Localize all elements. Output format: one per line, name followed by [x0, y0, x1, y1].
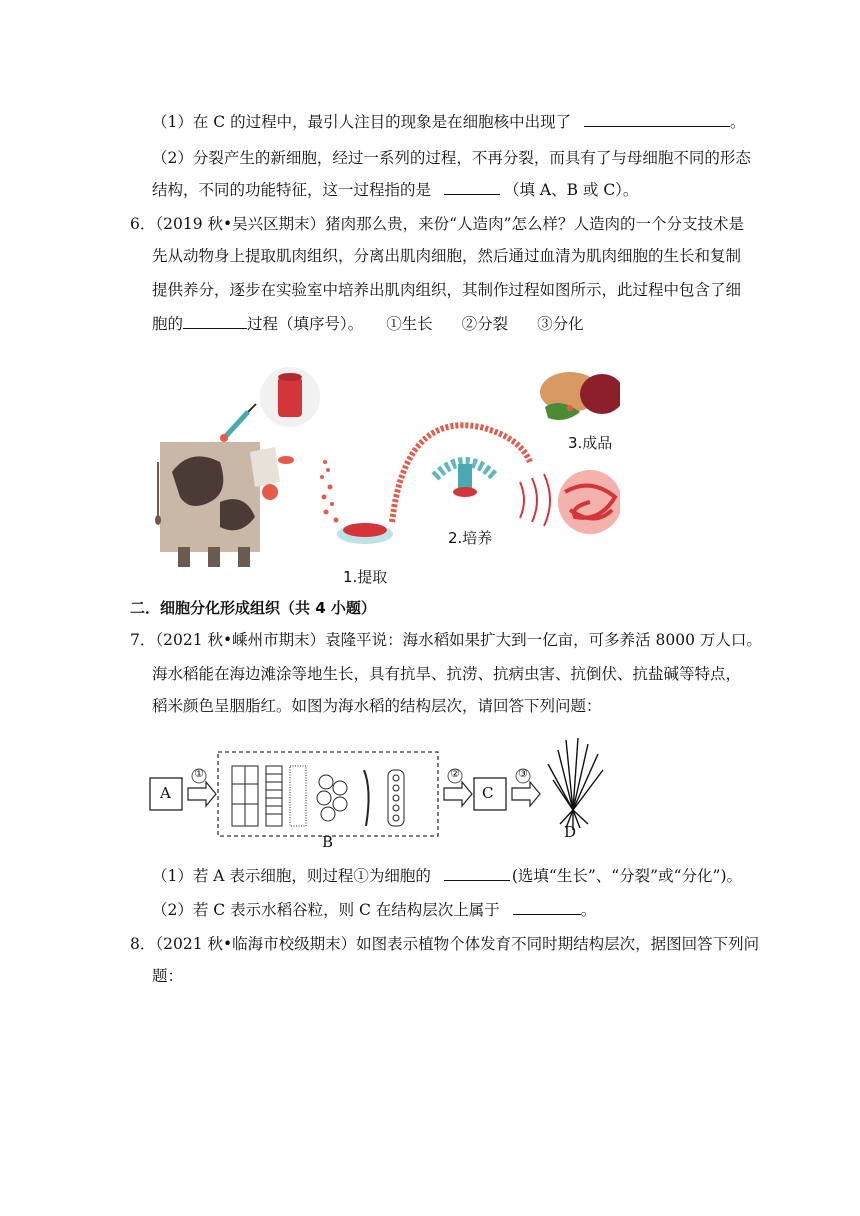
q7-line1: 7．（2021 秋•嵊州市期末）袁隆平说：海水稻如果扩大到一亿亩，可多养活 8000 万人口。: [130, 631, 762, 649]
syringe-icon: [220, 404, 256, 442]
answer-blank[interactable]: [183, 314, 247, 329]
q5-part2-end: （填 A、B 或 C）。: [503, 181, 639, 199]
q7-part2-text: （2）若 C 表示水稻谷粒，则 C 在结构层次上属于: [152, 901, 500, 919]
q7-part2-end: 。: [580, 901, 597, 919]
signal-arcs: [520, 474, 550, 526]
q7-part1: [152, 866, 742, 886]
finished-meat-icon: [540, 372, 620, 420]
q6-line4-text: 胞的: [152, 315, 184, 333]
label-d: D: [564, 823, 577, 841]
muscle-tissue-icon: [558, 470, 620, 534]
q7-part1-text: （1）若 A 表示细胞，则过程①为细胞的: [152, 867, 431, 885]
q6-line4-text2: 过程（填序号）。: [247, 315, 364, 333]
label-c: C: [482, 784, 494, 802]
option-growth: ①生长: [386, 315, 433, 333]
figure-label-culture: 2.培养: [448, 529, 493, 547]
q8-line1: 8．（2021 秋•临海市校级期末）如图表示植物个体发育不同时期结构层次，据图回答下列问: [130, 935, 760, 953]
label-a: A: [160, 784, 171, 802]
option-division: ②分裂: [461, 315, 509, 333]
label-step-2: ②: [450, 767, 460, 780]
q8-line2: 题：: [152, 967, 184, 985]
plant-tissues-icon: [232, 766, 404, 826]
tissue-sample-icon: [260, 367, 320, 427]
section-title: 二．细胞分化形成组织（共 4 小题）: [130, 599, 376, 617]
q5-part1-end: 。: [730, 113, 746, 131]
figure-label-extract: 1.提取: [343, 568, 388, 586]
label-b: B: [322, 833, 334, 851]
bioreactor-icon: [435, 462, 495, 497]
label-step-1: ①: [194, 767, 204, 780]
cell-dot-trail: [320, 460, 339, 523]
q7-line2: 海水稻能在海边滩涂等地生长，具有抗旱、抗涝、抗病虫害、抗倒伏、抗盐碱等特点，: [152, 665, 742, 683]
answer-blank[interactable]: [444, 180, 500, 195]
tissue-box-b: [218, 752, 438, 836]
petri-dish-extraction: [337, 523, 393, 544]
answer-blank[interactable]: [513, 900, 581, 915]
q6-line4: [152, 314, 584, 334]
answer-blank[interactable]: [444, 866, 510, 881]
figure-label-product: 3.成品: [568, 434, 613, 452]
label-step-3: ③: [518, 767, 528, 780]
q5-part2-line2: [152, 180, 638, 200]
q7-line3: 稻米颜色呈胭脂红。如图为海水稻的结构层次，请回答下列问题：: [152, 697, 602, 715]
q6-line3: 提供养分，逐步在实验室中培养出肌肉组织，其制作过程如图所示，此过程中包含了细: [152, 281, 742, 299]
q7-part2: [152, 900, 596, 920]
rice-plant-icon: [548, 738, 603, 830]
rice-structure-figure: [148, 730, 608, 850]
q5-part2-line1: （2）分裂产生的新细胞，经过一系列的过程，不再分裂，而具有了与母细胞不同的形态: [152, 149, 751, 167]
answer-blank[interactable]: [584, 112, 730, 127]
q7-part1-end: (选填“生长”、“分裂”或“分化”)。: [511, 867, 742, 885]
q6-line1: 6．（2019 秋•吴兴区期末）猪肉那么贵，来份“人造肉”怎么样？人造肉的一个分支技术是: [130, 215, 744, 233]
cow-illustration: [155, 442, 294, 567]
option-differentiation: ③分化: [537, 315, 584, 333]
q5-part1-text: （1）在 C 的过程中，最引人注目的现象是在细胞核中出现了: [152, 113, 572, 131]
artificial-meat-figure: [150, 352, 620, 587]
q6-line2: 先从动物身上提取肌肉组织，分离出肌肉细胞，然后通过血清为肌肉细胞的生长和复制: [152, 247, 742, 265]
q5-part1: [152, 112, 746, 132]
q5-part2-text: 结构，不同的功能特征，这一过程指的是: [152, 181, 432, 199]
